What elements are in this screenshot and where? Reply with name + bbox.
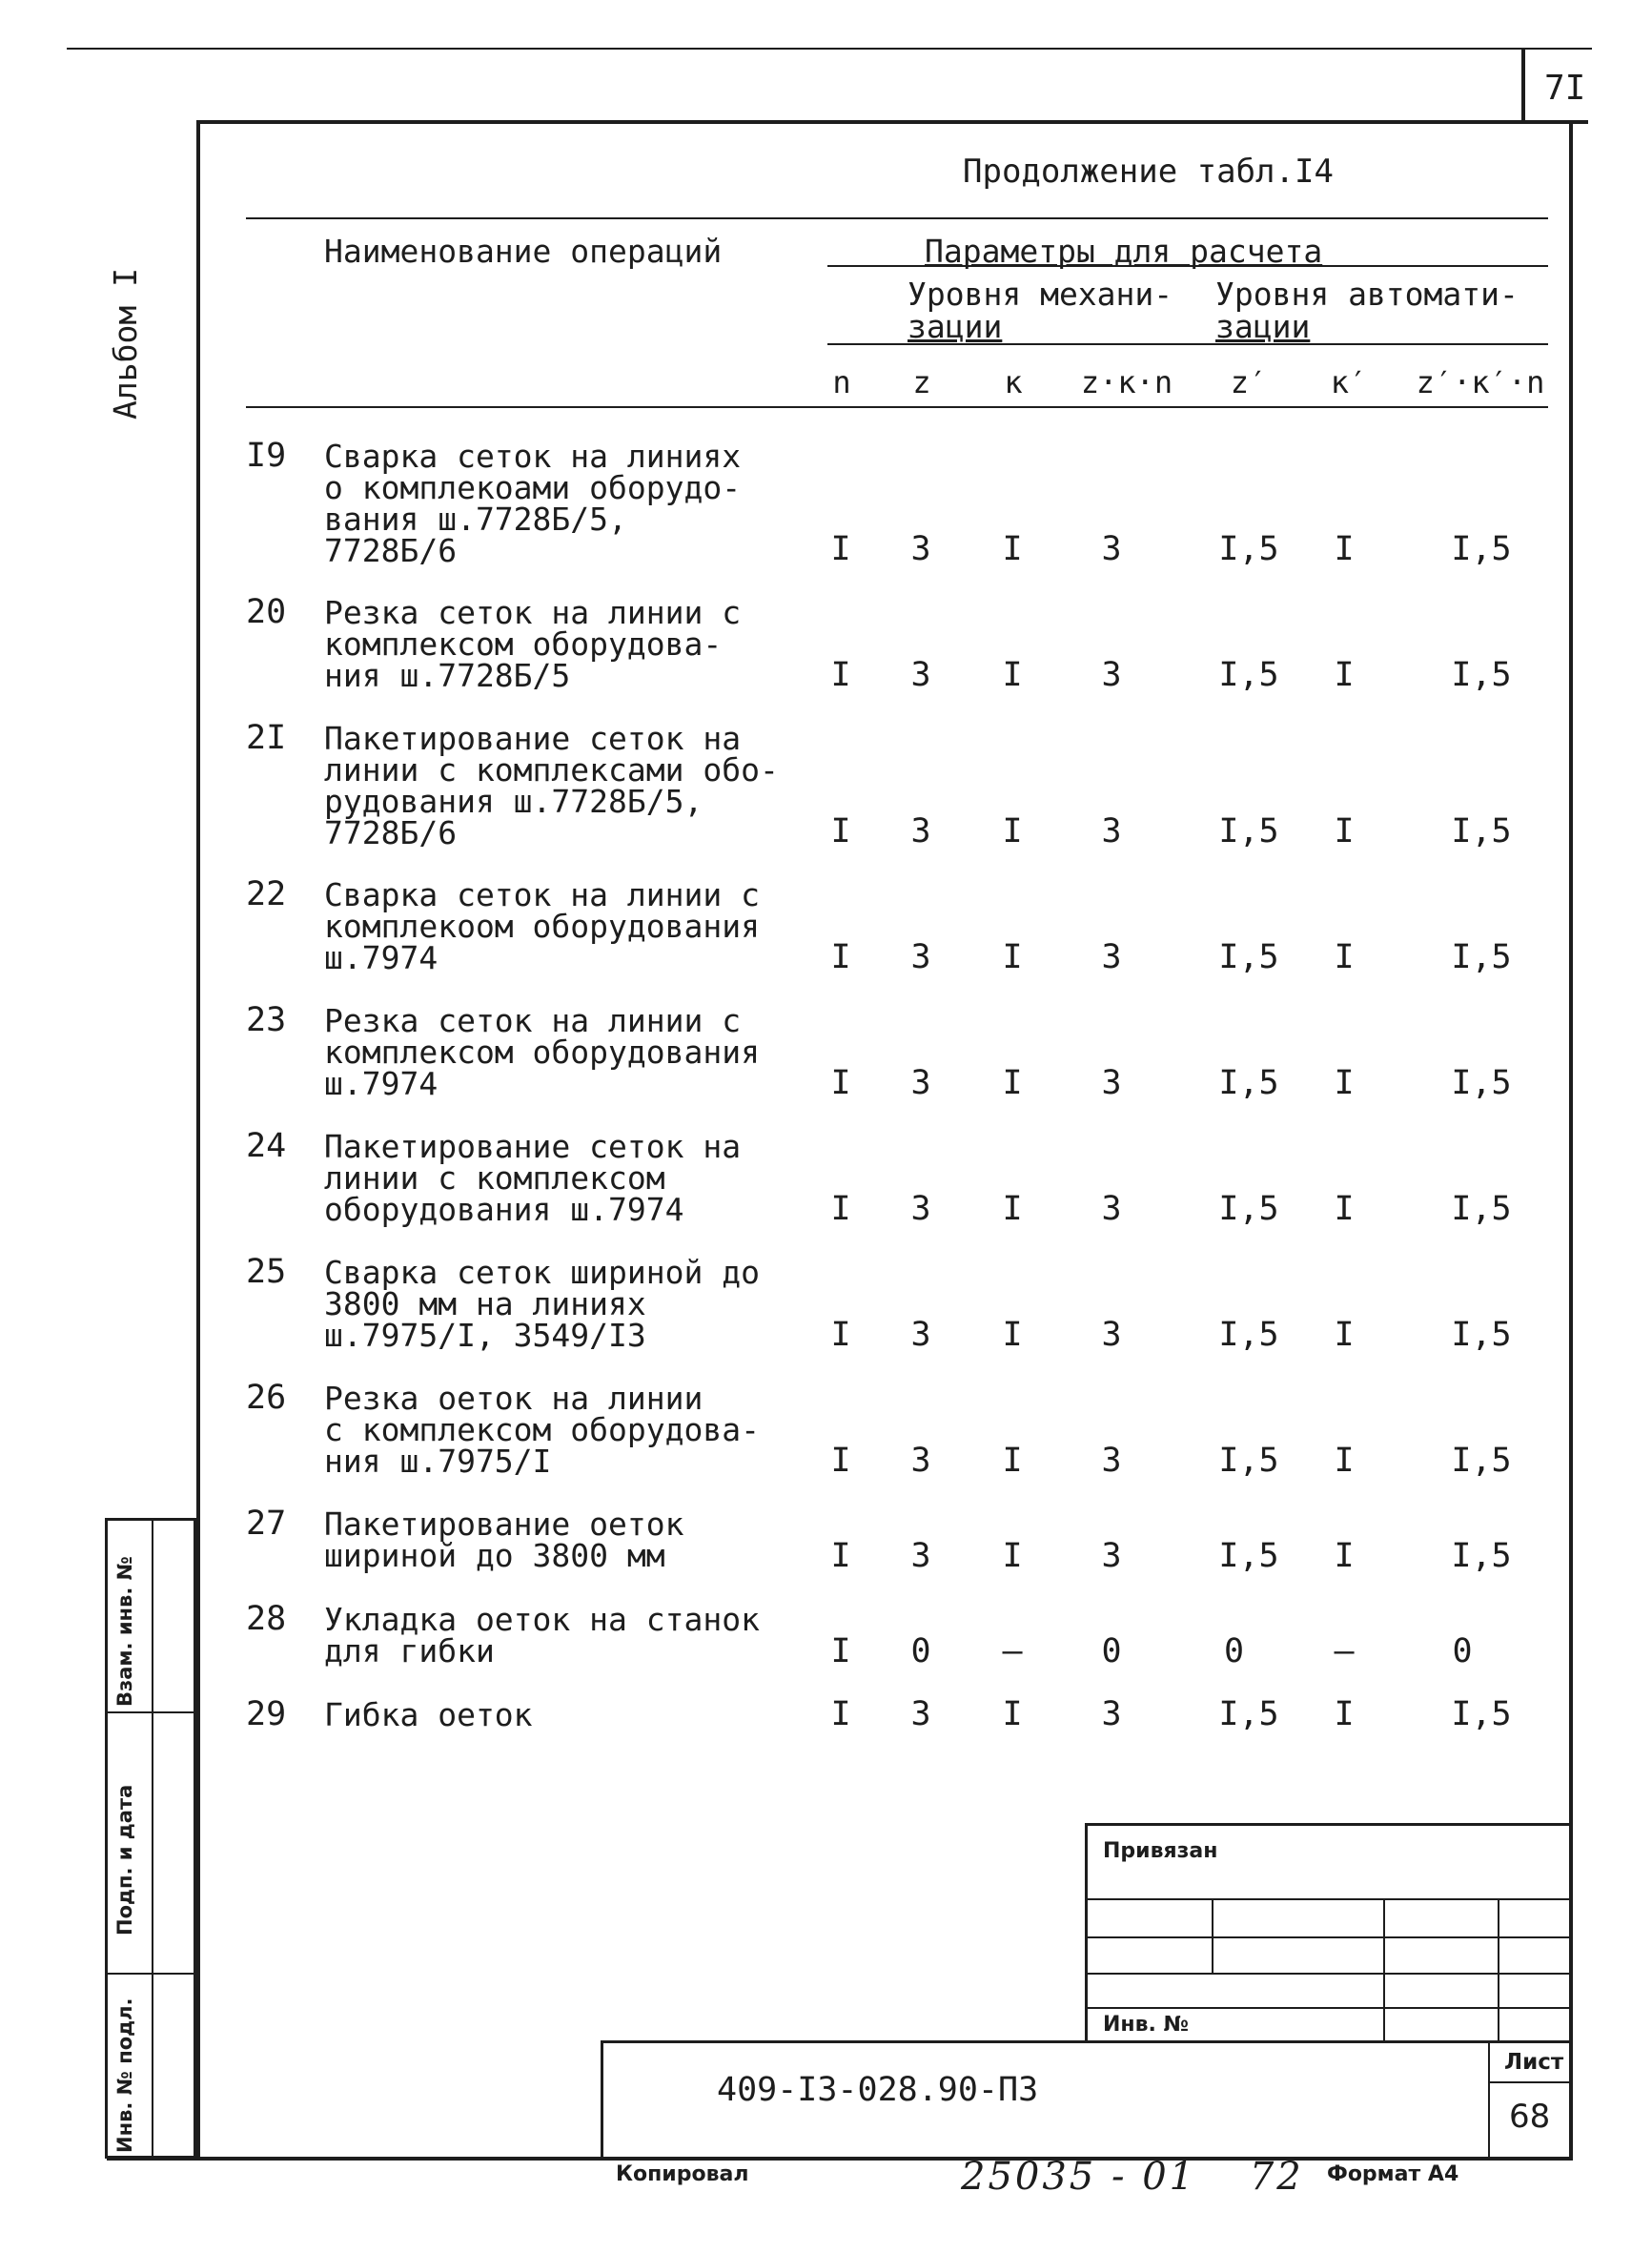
col-header-n: n — [832, 364, 851, 400]
binding-label: Привязан — [1103, 1839, 1218, 1863]
table-title: Продолжение табл.I4 — [963, 153, 1334, 191]
value-k-prime: I — [1334, 1190, 1355, 1228]
mechanization-header-line1: Уровня механи- — [908, 276, 1173, 313]
value-n: I — [830, 1064, 851, 1102]
value-k-prime: – — [1334, 1632, 1355, 1670]
value-zkn: 3 — [1101, 938, 1122, 976]
col-header-zkn: z·к·n — [1080, 364, 1173, 400]
value-zkn-prime: 0 — [1452, 1632, 1473, 1670]
value-k-prime: I — [1334, 938, 1355, 976]
value-k: – — [1002, 1632, 1023, 1670]
row-number: 20 — [246, 593, 287, 631]
value-k: I — [1002, 530, 1023, 568]
group-rule — [827, 343, 1548, 345]
value-n: I — [830, 1632, 851, 1670]
operation-name: Сварка сеток на линии с комплекоом оборудования ш.7974 — [324, 876, 760, 976]
copy-number — [961, 2155, 1304, 2199]
value-z-prime: I,5 — [1218, 938, 1279, 976]
automation-header-line1: Уровня автомати- — [1215, 276, 1519, 313]
value-zkn-prime: I,5 — [1451, 1537, 1512, 1575]
mechanization-header-line2: зации — [908, 308, 1003, 345]
value-zkn-prime: I,5 — [1451, 812, 1512, 850]
value-zkn-prime: I,5 — [1451, 1695, 1512, 1733]
operation-name: Пакетирование оеток шириной до 3800 мм — [324, 1505, 684, 1574]
value-z-prime: I,5 — [1218, 656, 1279, 694]
table-top-rule — [246, 217, 1548, 219]
value-z: 3 — [910, 938, 931, 976]
value-zkn-prime: I,5 — [1451, 530, 1512, 568]
value-z-prime: I,5 — [1218, 530, 1279, 568]
value-k: I — [1002, 1190, 1023, 1228]
value-zkn: 3 — [1101, 1064, 1122, 1102]
value-n: I — [830, 812, 851, 850]
value-zkn-prime: I,5 — [1451, 938, 1512, 976]
value-zkn: 0 — [1101, 1632, 1122, 1670]
stamp-podp-data: Подп. и дата — [113, 1784, 136, 1936]
value-n: I — [830, 656, 851, 694]
value-zkn: 3 — [1101, 656, 1122, 694]
value-k-prime: I — [1334, 1695, 1355, 1733]
stamp-inv-podl: Инв. № подл. — [113, 1997, 136, 2153]
col-header-zkn-prime: z′·к′·n — [1416, 364, 1545, 400]
value-k: I — [1002, 1316, 1023, 1354]
value-z-prime: I,5 — [1218, 1442, 1279, 1480]
value-zkn: 3 — [1101, 530, 1122, 568]
value-z: 3 — [910, 1190, 931, 1228]
value-k-prime: I — [1334, 656, 1355, 694]
value-z-prime: I,5 — [1218, 1190, 1279, 1228]
operation-name: Пакетирование сеток на линии с комплексом оборудования ш.7974 — [324, 1128, 742, 1228]
operations-column-header: Наименование операций — [324, 233, 723, 270]
value-zkn: 3 — [1101, 1695, 1122, 1733]
page-number-box-bottom — [196, 120, 1588, 124]
operation-name: Резка сеток на линии с комплексом оборудования ш.7974 — [324, 1002, 760, 1102]
value-n: I — [830, 938, 851, 976]
operation-name: Пакетирование сеток на линии с комплексами обо- рудования ш.7728Б/5, 7728Б/6 — [324, 720, 779, 851]
row-number: I9 — [246, 437, 287, 475]
col-header-k: к — [1004, 364, 1023, 400]
value-z-prime: I,5 — [1218, 1537, 1279, 1575]
col-header-z: z — [912, 364, 931, 400]
params-header: Параметры для расчета — [925, 233, 1323, 270]
value-k-prime: I — [1334, 1064, 1355, 1102]
page-number: 7I — [1544, 69, 1586, 108]
frame-left-border — [196, 120, 200, 2159]
value-z: 3 — [910, 530, 931, 568]
value-zkn-prime: I,5 — [1451, 656, 1512, 694]
value-zkn-prime: I,5 — [1451, 1190, 1512, 1228]
tb-sheet-divider — [1488, 2081, 1572, 2083]
value-k: I — [1002, 656, 1023, 694]
value-k-prime: I — [1334, 1442, 1355, 1480]
value-k: I — [1002, 812, 1023, 850]
tb-divider — [1498, 1898, 1499, 2041]
value-z-prime: 0 — [1224, 1632, 1245, 1670]
value-k: I — [1002, 1695, 1023, 1733]
col-header-z-prime: z′ — [1230, 364, 1268, 400]
value-n: I — [830, 1190, 851, 1228]
tb-divider — [1212, 1898, 1214, 1973]
header-bottom-rule — [246, 406, 1548, 408]
row-number: 24 — [246, 1127, 287, 1165]
value-n: I — [830, 530, 851, 568]
row-number: 22 — [246, 875, 287, 913]
album-label: Альбом I — [107, 268, 144, 420]
operation-name: Укладка оеток на станок для гибки — [324, 1601, 760, 1669]
top-border-line — [67, 48, 1592, 50]
value-z-prime: I,5 — [1218, 1316, 1279, 1354]
stamp-divider — [152, 1521, 153, 2158]
copy-number-page: 72 — [1249, 2155, 1304, 2199]
automation-header-line2: зации — [1215, 308, 1311, 345]
value-zkn: 3 — [1101, 812, 1122, 850]
format-label: Формат А4 — [1327, 2162, 1459, 2186]
value-z-prime: I,5 — [1218, 1064, 1279, 1102]
value-k-prime: I — [1334, 1316, 1355, 1354]
automation-group-header — [1215, 278, 1519, 343]
value-z: 3 — [910, 1316, 931, 1354]
value-z-prime: I,5 — [1218, 1695, 1279, 1733]
value-z: 3 — [910, 1442, 931, 1480]
stamp-divider — [108, 1711, 195, 1713]
sheet-label: Лист — [1504, 2050, 1564, 2075]
value-zkn: 3 — [1101, 1316, 1122, 1354]
params-rule — [827, 265, 1548, 267]
row-number: 23 — [246, 1001, 287, 1039]
value-z: 3 — [910, 1537, 931, 1575]
stamp-vzam-inv: Взам. инв. № — [113, 1556, 136, 1707]
value-z: 3 — [910, 656, 931, 694]
col-header-k-prime: к′ — [1330, 364, 1368, 400]
value-z-prime: I,5 — [1218, 812, 1279, 850]
row-number: 25 — [246, 1253, 287, 1291]
value-z: 3 — [910, 812, 931, 850]
value-zkn: 3 — [1101, 1442, 1122, 1480]
row-number: 27 — [246, 1505, 287, 1543]
copy-number-code: 25035 - 01 — [961, 2155, 1197, 2199]
value-z: 0 — [910, 1632, 931, 1670]
inv-number-label: Инв. № — [1103, 2013, 1190, 2037]
value-n: I — [830, 1695, 851, 1733]
row-number: 2I — [246, 719, 287, 757]
value-k: I — [1002, 1537, 1023, 1575]
value-zkn: 3 — [1101, 1190, 1122, 1228]
stamp-divider — [108, 1973, 195, 1975]
value-k: I — [1002, 938, 1023, 976]
value-n: I — [830, 1442, 851, 1480]
value-k-prime: I — [1334, 530, 1355, 568]
page-number-box-left — [1521, 48, 1525, 122]
operation-name: Гибка оеток — [324, 1696, 533, 1733]
tb-sheet-divider — [1488, 2043, 1490, 2158]
row-number: 28 — [246, 1600, 287, 1638]
row-number: 29 — [246, 1695, 287, 1733]
document-number: 409-I3-028.90-ПЗ — [717, 2071, 1039, 2109]
value-k-prime: I — [1334, 1537, 1355, 1575]
value-zkn: 3 — [1101, 1537, 1122, 1575]
row-number: 26 — [246, 1379, 287, 1417]
operation-name: Резка сеток на линии с комплексом оборудова- ния ш.7728Б/5 — [324, 594, 742, 694]
value-k: I — [1002, 1442, 1023, 1480]
sheet-number: 68 — [1509, 2098, 1551, 2136]
value-zkn-prime: I,5 — [1451, 1316, 1512, 1354]
value-n: I — [830, 1537, 851, 1575]
operation-name: Резка оеток на линии с комплексом оборудова- ния ш.7975/I — [324, 1380, 760, 1480]
operation-name: Сварка сеток шириной до 3800 мм на линиях ш.7975/I, 3549/I3 — [324, 1254, 760, 1354]
value-z: 3 — [910, 1064, 931, 1102]
operation-name: Сварка сеток на линиях о комплекоами оборудо- вания ш.7728Б/5, 7728Б/6 — [324, 438, 742, 569]
tb-divider — [1383, 1898, 1385, 2041]
copied-label: Копировал — [616, 2162, 749, 2186]
value-z: 3 — [910, 1695, 931, 1733]
value-zkn-prime: I,5 — [1451, 1064, 1512, 1102]
title-block-binding — [1085, 1823, 1573, 2042]
value-zkn-prime: I,5 — [1451, 1442, 1512, 1480]
value-k: I — [1002, 1064, 1023, 1102]
value-n: I — [830, 1316, 851, 1354]
mechanization-group-header — [908, 278, 1173, 343]
value-k-prime: I — [1334, 812, 1355, 850]
